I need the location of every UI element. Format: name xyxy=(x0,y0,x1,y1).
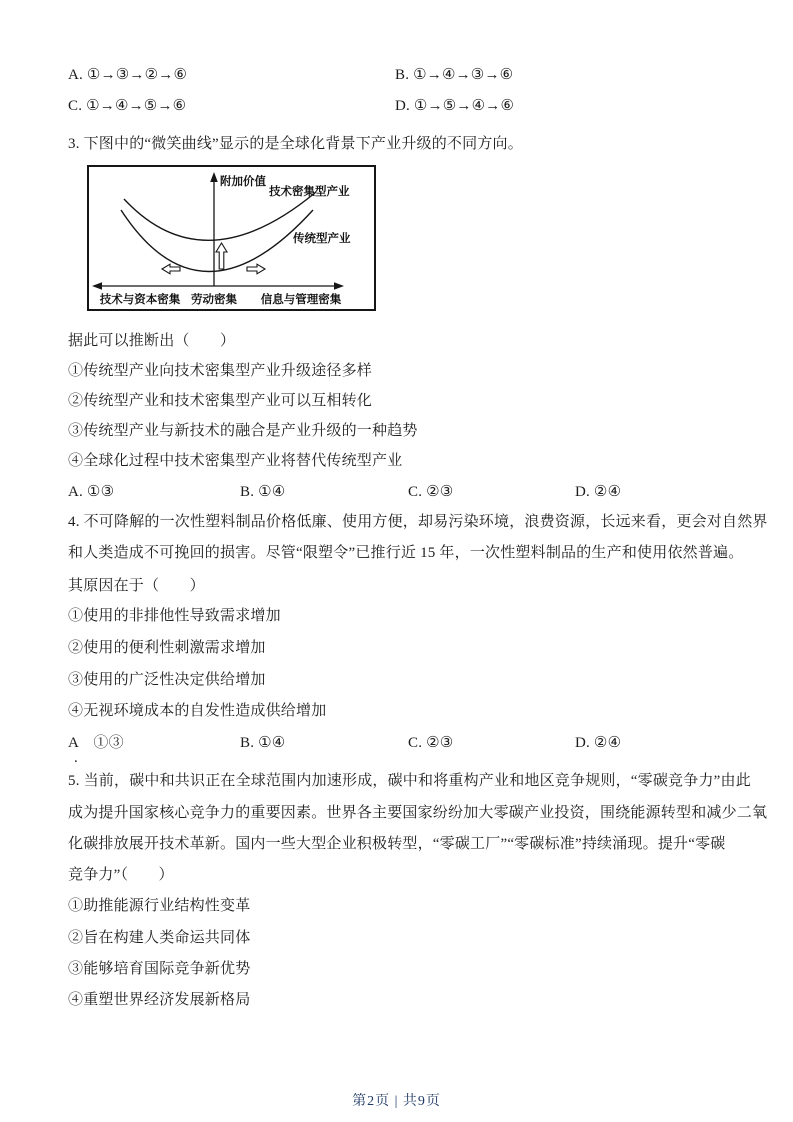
question-3-stem: 3. 下图中的“微笑曲线”显示的是全球化背景下产业升级的不同方向。 xyxy=(68,136,523,152)
stray-period-mark: . xyxy=(74,750,78,766)
right-block-arrow-icon xyxy=(247,264,265,274)
lower-smile-curve xyxy=(121,210,313,272)
question-5-statement-2: ②旨在构建人类命运共同体 xyxy=(68,930,251,946)
question-4-option-a: A ①③ xyxy=(68,735,124,751)
question-5-stem-line-3: 化碳排放展开技术革新。国内一些大型企业积极转型，“零碳工厂”“零碳标准”持续涌现。提升“零碳 xyxy=(68,836,726,852)
up-block-arrow-icon xyxy=(216,243,227,269)
question-5-statement-3: ③能够培育国际竞争新优势 xyxy=(68,961,251,977)
question-5-statement-1: ①助推能源行业结构性变革 xyxy=(68,898,251,914)
question-4-option-d: D. ②④ xyxy=(575,735,622,751)
prev-option-c: C. ①→④→⑤→⑥ xyxy=(68,98,187,114)
question-4-stem-line-3: 其原因在于（ ） xyxy=(68,578,205,594)
question-4-statement-2: ②使用的便利性刺激需求增加 xyxy=(68,640,266,656)
upper-smile-curve xyxy=(124,192,316,240)
question-4-stem-line-2: 和人类造成不可挽回的损害。尽管“限塑令”已推行近 15 年，一次性塑料制品的生产和使用依然普遍。 xyxy=(68,545,744,561)
question-3-statement-4: ④全球化过程中技术密集型产业将替代传统型产业 xyxy=(68,453,403,469)
question-3-option-d: D. ②④ xyxy=(575,484,622,500)
question-3-option-c: C. ②③ xyxy=(408,484,454,500)
question-4-stem-line-1: 4. 不可降解的一次性塑料制品价格低廉、使用方便，却易污染环境，浪费资源，长远来看，更会对自然界 xyxy=(68,514,768,530)
upper-curve-label: 技术密集型产业 xyxy=(269,186,350,198)
question-3-statement-3: ③传统型产业与新技术的融合是产业升级的一种趋势 xyxy=(68,423,418,439)
y-axis-arrow-icon xyxy=(210,172,218,182)
question-3-option-a: A. ①③ xyxy=(68,484,115,500)
x-axis-label-right: 信息与管理密集 xyxy=(260,294,342,306)
prev-option-d: D. ①→⑤→④→⑥ xyxy=(395,98,515,114)
y-axis-label: 附加价值 xyxy=(220,176,266,188)
question-3-lead-in: 据此可以推断出（ ） xyxy=(68,333,236,349)
page-number-indicator: 第2页 | 共9页 xyxy=(352,1094,441,1109)
question-5-stem-line-4: 竞争力”（ ） xyxy=(68,867,174,883)
x-axis-right-arrow-icon xyxy=(334,282,344,290)
question-4-option-c: C. ②③ xyxy=(408,735,454,751)
question-4-statement-4: ④无视环境成本的自发性造成供给增加 xyxy=(68,703,327,719)
prev-option-b: B. ①→④→③→⑥ xyxy=(395,67,514,83)
question-4-statement-3: ③使用的广泛性决定供给增加 xyxy=(68,672,266,688)
question-4-statement-1: ①使用的非排他性导致需求增加 xyxy=(68,608,281,624)
x-axis-left-arrow-icon xyxy=(92,282,102,290)
question-3-statement-2: ②传统型产业和技术密集型产业可以互相转化 xyxy=(68,393,373,409)
lower-curve-label: 传统型产业 xyxy=(293,233,351,245)
question-5-stem-line-1: 5. 当前，碳中和共识正在全球范围内加速形成，碳中和将重构产业和地区竞争规则，“零碳竞争力”由此 xyxy=(68,773,751,789)
left-block-arrow-icon xyxy=(162,264,180,274)
question-3-option-b: B. ①④ xyxy=(240,484,286,500)
x-axis-label-center: 劳动密集 xyxy=(191,294,237,306)
smile-curve-figure xyxy=(87,165,377,317)
smile-curve-svg xyxy=(87,165,377,312)
question-4-option-b: B. ①④ xyxy=(240,735,286,751)
question-5-statement-4: ④重塑世界经济发展新格局 xyxy=(68,992,251,1008)
x-axis-label-left: 技术与资本密集 xyxy=(99,294,181,306)
question-5-stem-line-2: 成为提升国家核心竞争力的重要因素。世界各主要国家纷纷加大零碳产业投资，围绕能源转型和减少二氧 xyxy=(68,805,768,821)
prev-option-a: A. ①→③→②→⑥ xyxy=(68,67,188,83)
question-3-statement-1: ①传统型产业向技术密集型产业升级途径多样 xyxy=(68,363,373,379)
